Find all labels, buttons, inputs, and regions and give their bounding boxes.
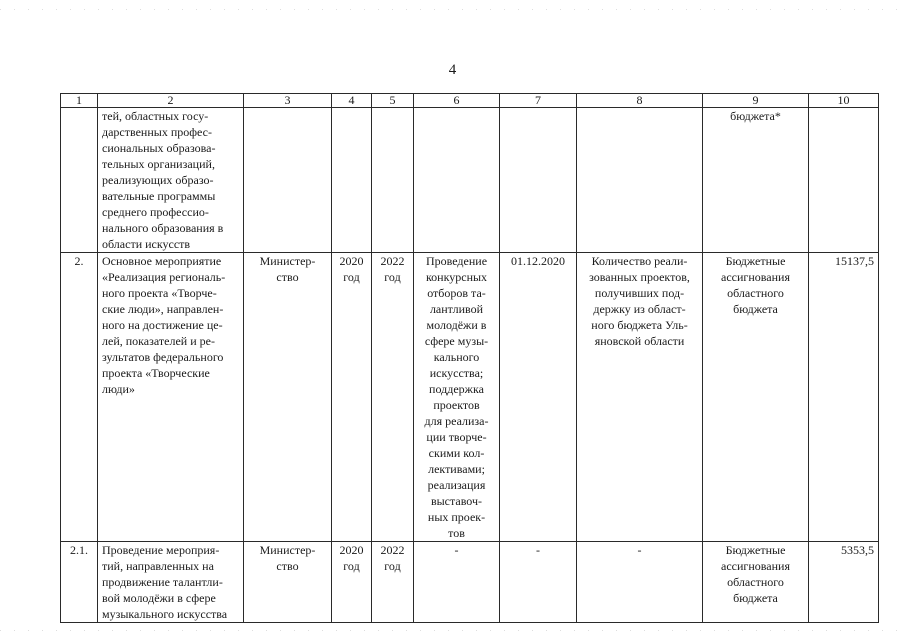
header-col-9: 9 xyxy=(703,94,809,108)
cell-end-year xyxy=(372,108,414,253)
cell-number: 2.1. xyxy=(61,542,98,623)
cell-amount xyxy=(809,108,879,253)
cell-funding-source: Бюджетные ассигнования областного бюджета xyxy=(703,542,809,623)
scan-artifact-bottom xyxy=(0,630,905,631)
cell-end-year: 2022 год xyxy=(372,542,414,623)
cell-start-year xyxy=(332,108,372,253)
page-number: 4 xyxy=(448,62,457,78)
cell-event-name: Основное мероприятие «Реализация региональ- ного проекта «Творче- ские люди», направлен- ного на достижение це- лей, показателей и ре- зультатов федерального проекта «Творческие люди» xyxy=(98,253,244,542)
cell-date xyxy=(500,108,577,253)
cell-description xyxy=(414,108,500,253)
cell-indicator xyxy=(577,108,703,253)
cell-executor: Министер- ство xyxy=(244,253,332,542)
header-col-3: 3 xyxy=(244,94,332,108)
cell-start-year: 2020 год xyxy=(332,253,372,542)
cell-number: 2. xyxy=(61,253,98,542)
header-col-6: 6 xyxy=(414,94,500,108)
cell-description: Проведение конкурсных отборов та- лантливой молодёжи в сфере музы- кального искусства; поддержка проектов для реализа- ции творче- скими кол- лективами; реализация выставоч- ных проек- тов xyxy=(414,253,500,542)
cell-funding-source: Бюджетные ассигнования областного бюджета xyxy=(703,253,809,542)
header-col-10: 10 xyxy=(809,94,879,108)
header-col-2: 2 xyxy=(98,94,244,108)
cell-number xyxy=(61,108,98,253)
table-row-continuation xyxy=(61,108,879,253)
cell-indicator: Количество реали- зованных проектов, получивших под- держку из област- ного бюджета Уль- яновской области xyxy=(577,253,703,542)
cell-date: 01.12.2020 xyxy=(500,253,577,542)
cell-event-name: Проведение мероприя- тий, направленных на продвижение талантли- вой молодёжи в сфере музыкального искусства xyxy=(98,542,244,623)
cell-description: - xyxy=(414,542,500,623)
cell-start-year: 2020 год xyxy=(332,542,372,623)
header-col-7: 7 xyxy=(500,94,577,108)
header-col-8: 8 xyxy=(577,94,703,108)
cell-event-name: тей, областных госу- дарственных профес- сиональных образова- тельных организаций, реализующих образо- вательные программы среднего профессио- нального образования в области искусств xyxy=(98,108,244,253)
cell-date: - xyxy=(500,542,577,623)
cell-executor: Министер- ство xyxy=(244,542,332,623)
cell-funding-source: бюджета* xyxy=(703,108,809,253)
program-table xyxy=(60,93,879,623)
cell-amount: 15137,5 xyxy=(809,253,879,542)
cell-end-year: 2022 год xyxy=(372,253,414,542)
header-col-5: 5 xyxy=(372,94,414,108)
header-col-4: 4 xyxy=(332,94,372,108)
header-row xyxy=(61,94,879,108)
cell-amount: 5353,5 xyxy=(809,542,879,623)
cell-indicator: - xyxy=(577,542,703,623)
cell-executor xyxy=(244,108,332,253)
header-col-1: 1 xyxy=(61,94,98,108)
table-row xyxy=(61,253,879,542)
table-row xyxy=(61,542,879,623)
scan-artifact-top xyxy=(0,9,905,10)
